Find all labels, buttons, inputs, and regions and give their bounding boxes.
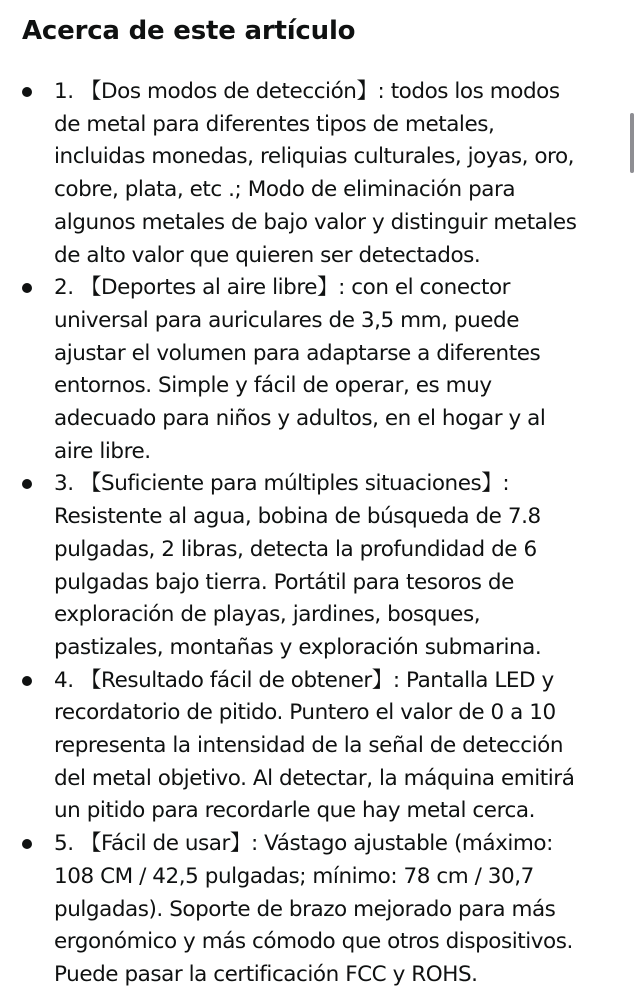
- bullet-text-line: un pitido para recordarle que hay metal cerca.: [54, 798, 535, 824]
- feature-bullet-item: [0, 665, 640, 829]
- bullet-text-line: pulgadas, 2 libras, detecta la profundidad de 6: [54, 536, 537, 562]
- bullet-text-line: 108 CM / 42,5 pulgadas; mínimo: 78 cm / 30,7: [54, 863, 534, 889]
- feature-bullet-item: [0, 76, 640, 272]
- bullet-text-line: pulgadas bajo tierra. Portátil para tesoros de: [54, 569, 514, 595]
- bullet-text-line: de metal para diferentes tipos de metales,: [54, 111, 495, 137]
- bullet-dot-icon: [22, 839, 32, 849]
- bullet-dot-icon: [22, 87, 32, 97]
- bullet-text-line: ajustar el volumen para adaptarse a diferentes: [54, 340, 541, 366]
- feature-bullet-item: [0, 468, 640, 664]
- bullet-text-line: algunos metales de bajo valor y distinguir metales: [54, 209, 577, 235]
- bullet-text-line: incluidas monedas, reliquias culturales, joyas, oro,: [54, 144, 575, 170]
- bullet-text-line: universal para auriculares de 3,5 mm, puede: [54, 307, 520, 333]
- bullet-dot-icon: [22, 283, 32, 293]
- feature-bullet-list: [0, 76, 640, 992]
- feature-bullet-item: [0, 828, 640, 992]
- bullet-text-line: Puede pasar la certificación FCC y ROHS.: [54, 961, 478, 987]
- bullet-text-line: 5. 【Fácil de usar】: Vástago ajustable (máximo:: [54, 831, 553, 857]
- scrollbar-thumb[interactable]: [630, 113, 634, 173]
- bullet-text-line: 1. 【Dos modos de detección】: todos los modos: [54, 79, 560, 104]
- bullet-text-line: exploración de playas, jardines, bosques,: [54, 602, 481, 628]
- bullet-text-line: cobre, plata, etc .; Modo de eliminación para: [54, 177, 516, 203]
- feature-bullet-item: [0, 272, 640, 468]
- bullet-text-line: entornos. Simple y fácil de operar, es muy: [54, 373, 492, 399]
- section-title: Acerca de este artículo: [22, 16, 356, 46]
- bullet-text-line: pulgadas). Soporte de brazo mejorado para más: [54, 896, 556, 922]
- bullet-text-line: 2. 【Deportes al aire libre】: con el conector: [54, 275, 511, 301]
- bullet-text-line: pastizales, montañas y exploración submarina.: [54, 634, 542, 660]
- bullet-text-line: recordatorio de pitido. Puntero el valor de 0 a 10: [54, 700, 556, 726]
- bullet-text-line: 4. 【Resultado fácil de obtener】: Pantalla LED y: [54, 667, 554, 693]
- bullet-text-line: ergonómico y más cómodo que otros dispositivos.: [54, 929, 573, 955]
- bullet-text-line: de alto valor que quieren ser detectados.: [54, 242, 481, 268]
- bullet-dot-icon: [22, 479, 32, 489]
- bullet-text-line: del metal objetivo. Al detectar, la máquina emitirá: [54, 765, 575, 791]
- bullet-text-line: 3. 【Suficiente para múltiples situaciones】:: [54, 471, 510, 497]
- bullet-text-line: representa la intensidad de la señal de detección: [54, 733, 563, 759]
- bullet-text-line: aire libre.: [54, 438, 151, 464]
- bullet-dot-icon: [22, 676, 32, 686]
- bullet-text-line: adecuado para niños y adultos, en el hogar y al: [54, 406, 546, 432]
- bullet-text-line: Resistente al agua, bobina de búsqueda de 7.8: [54, 504, 541, 530]
